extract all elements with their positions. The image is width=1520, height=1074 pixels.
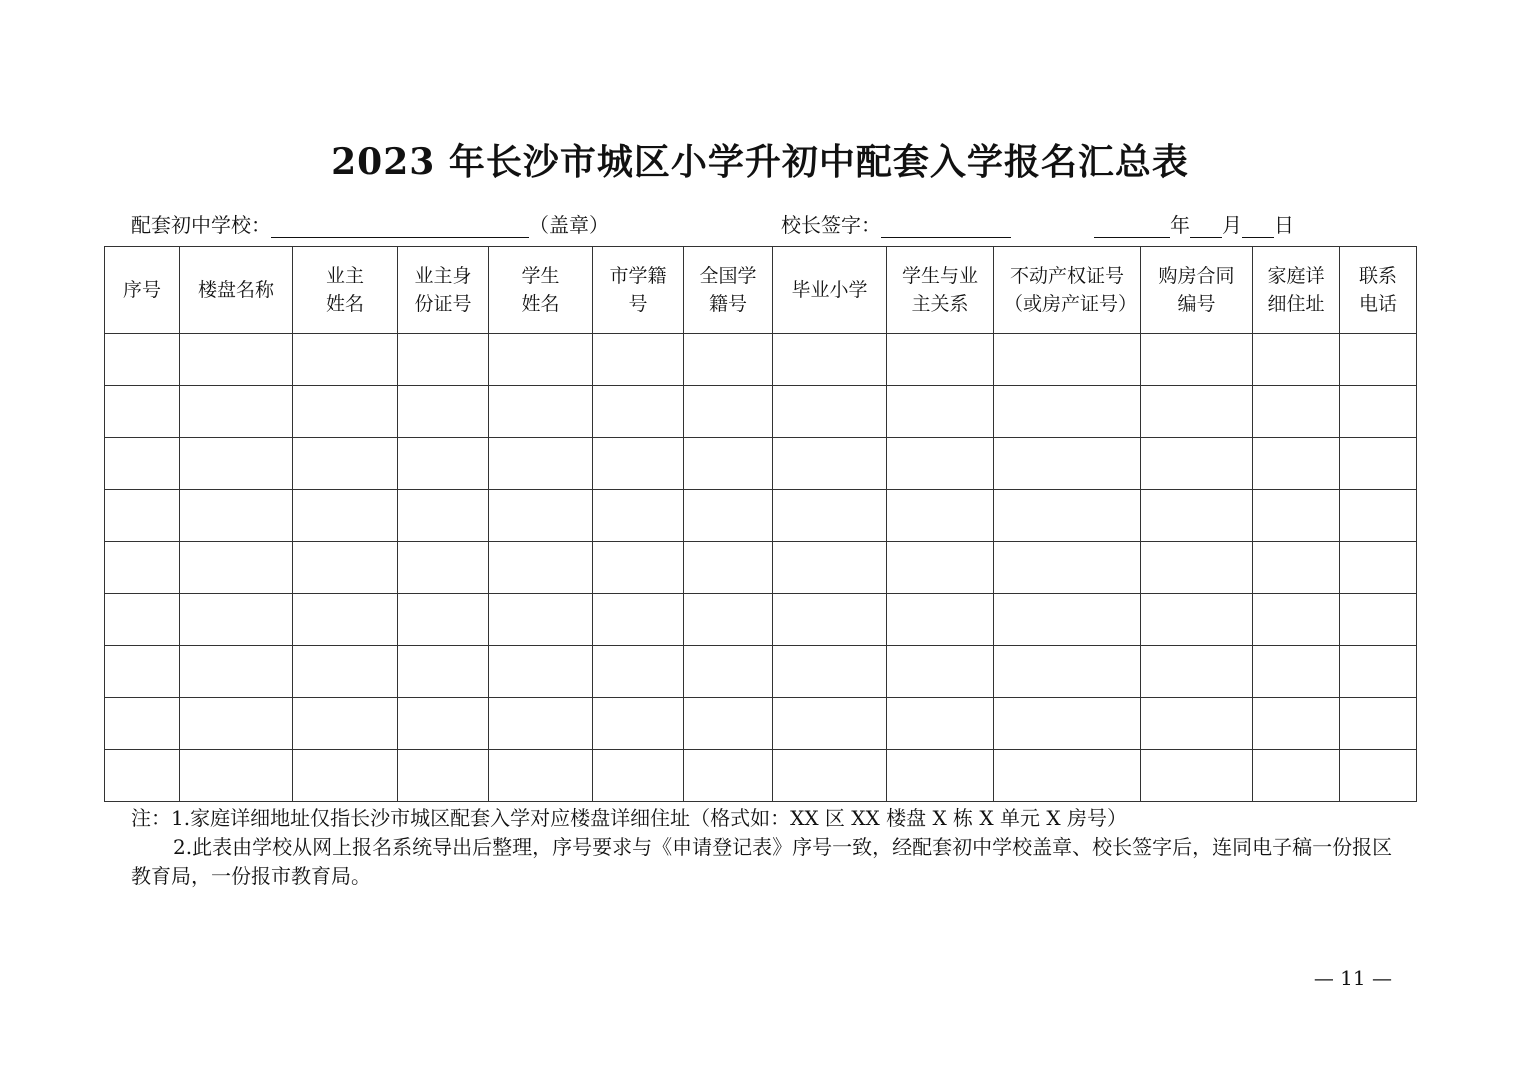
table-cell[interactable] [684, 646, 773, 698]
table-cell[interactable] [105, 334, 180, 386]
table-cell[interactable] [293, 542, 398, 594]
day-field[interactable] [1242, 215, 1274, 238]
note-2: 2.此表由学校从网上报名系统导出后整理，序号要求与《申请登记表》序号一致，经配套初中学校盖章、校长签字后，连同电子稿一份报区教育局，一份报市教育局。 [131, 835, 1393, 888]
table-cell[interactable] [398, 386, 489, 438]
header-home-address: 家庭详细住址 [1253, 247, 1340, 334]
table-cell[interactable] [489, 438, 593, 490]
table-cell[interactable] [105, 542, 180, 594]
table-cell[interactable] [1141, 646, 1253, 698]
table-row [105, 750, 1417, 802]
table-cell[interactable] [105, 386, 180, 438]
table-cell[interactable] [293, 438, 398, 490]
table-row [105, 438, 1417, 490]
table-cell[interactable] [994, 438, 1141, 490]
table-cell[interactable] [773, 438, 887, 490]
table-cell[interactable] [887, 646, 994, 698]
table-cell[interactable] [593, 490, 684, 542]
header-serial-number: 序号 [105, 247, 180, 334]
table-cell[interactable] [489, 542, 593, 594]
table-cell[interactable] [180, 594, 293, 646]
table-cell[interactable] [1253, 542, 1340, 594]
table-cell[interactable] [180, 334, 293, 386]
table-cell[interactable] [1340, 438, 1417, 490]
table-cell[interactable] [293, 750, 398, 802]
table-cell[interactable] [180, 646, 293, 698]
registration-summary-table [104, 246, 1417, 802]
table-cell[interactable] [887, 542, 994, 594]
header-owner-name: 业主姓名 [293, 247, 398, 334]
table-cell[interactable] [398, 490, 489, 542]
table-cell[interactable] [1141, 698, 1253, 750]
table-cell[interactable] [1141, 542, 1253, 594]
table-cell[interactable] [489, 646, 593, 698]
table-cell[interactable] [105, 490, 180, 542]
header-contact-phone: 联系电话 [1340, 247, 1417, 334]
table-cell[interactable] [1253, 750, 1340, 802]
table-cell[interactable] [887, 490, 994, 542]
table-cell[interactable] [887, 386, 994, 438]
note-1: 注：1.家庭详细地址仅指长沙市城区配套入学对应楼盘详细住址（格式如：XX 区 XX 楼盘 X 栋 X 单元 X 房号） [131, 806, 1127, 830]
day-label: 日 [1274, 213, 1294, 237]
header-student-owner-relation: 学生与业主关系 [887, 247, 994, 334]
table-cell[interactable] [773, 750, 887, 802]
table-cell[interactable] [180, 698, 293, 750]
month-label: 月 [1222, 213, 1242, 237]
table-header-row [105, 247, 1417, 334]
table-cell[interactable] [398, 646, 489, 698]
table-cell[interactable] [398, 698, 489, 750]
table-cell[interactable] [593, 542, 684, 594]
table-cell[interactable] [887, 438, 994, 490]
table-row [105, 542, 1417, 594]
table-cell[interactable] [1253, 438, 1340, 490]
table-cell[interactable] [1141, 334, 1253, 386]
table-cell[interactable] [593, 334, 684, 386]
table-cell[interactable] [1141, 490, 1253, 542]
table-cell[interactable] [887, 750, 994, 802]
table-cell[interactable] [1340, 698, 1417, 750]
year-field[interactable] [1094, 215, 1170, 238]
table-cell[interactable] [1253, 334, 1340, 386]
table-cell[interactable] [398, 594, 489, 646]
table-cell[interactable] [1253, 698, 1340, 750]
table-cell[interactable] [489, 386, 593, 438]
table-cell[interactable] [293, 646, 398, 698]
table-cell[interactable] [593, 646, 684, 698]
table-cell[interactable] [489, 490, 593, 542]
table-cell[interactable] [1141, 386, 1253, 438]
table-cell[interactable] [1340, 386, 1417, 438]
table-cell[interactable] [398, 750, 489, 802]
table-cell[interactable] [293, 386, 398, 438]
table-cell[interactable] [684, 438, 773, 490]
table-cell[interactable] [1141, 438, 1253, 490]
table-cell[interactable] [1340, 594, 1417, 646]
header-property-name: 楼盘名称 [180, 247, 293, 334]
table-cell[interactable] [398, 334, 489, 386]
table-cell[interactable] [1141, 594, 1253, 646]
table-cell[interactable] [489, 334, 593, 386]
table-cell[interactable] [994, 646, 1141, 698]
table-cell[interactable] [489, 594, 593, 646]
table-cell[interactable] [180, 490, 293, 542]
table-cell[interactable] [593, 386, 684, 438]
table-row [105, 698, 1417, 750]
table-cell[interactable] [994, 386, 1141, 438]
school-name-field[interactable] [271, 215, 529, 238]
table-cell[interactable] [1340, 646, 1417, 698]
header-purchase-contract-number: 购房合同编号 [1141, 247, 1253, 334]
year-label: 年 [1170, 213, 1190, 237]
table-cell[interactable] [887, 698, 994, 750]
notes-section [131, 804, 1401, 891]
table-cell[interactable] [773, 334, 887, 386]
table-cell[interactable] [489, 698, 593, 750]
table-cell[interactable] [593, 750, 684, 802]
table-cell[interactable] [773, 542, 887, 594]
table-cell[interactable] [293, 334, 398, 386]
table-cell[interactable] [994, 542, 1141, 594]
table-cell[interactable] [105, 698, 180, 750]
table-cell[interactable] [994, 750, 1141, 802]
table-cell[interactable] [684, 698, 773, 750]
table-cell[interactable] [773, 386, 887, 438]
table-cell[interactable] [398, 438, 489, 490]
table-cell[interactable] [1340, 334, 1417, 386]
header-property-certificate-number: 不动产权证号（或房产证号） [994, 247, 1141, 334]
table-cell[interactable] [105, 594, 180, 646]
table-row [105, 386, 1417, 438]
table-cell[interactable] [887, 594, 994, 646]
table-cell[interactable] [293, 698, 398, 750]
table-cell[interactable] [180, 750, 293, 802]
school-info-line [131, 208, 609, 238]
table-cell[interactable] [489, 750, 593, 802]
table-cell[interactable] [684, 490, 773, 542]
principal-label: 校长签字： [781, 213, 881, 237]
table-cell[interactable] [684, 334, 773, 386]
table-cell[interactable] [773, 646, 887, 698]
table-cell[interactable] [293, 594, 398, 646]
table-cell[interactable] [994, 698, 1141, 750]
header-city-student-number: 市学籍号 [593, 247, 684, 334]
table-cell[interactable] [593, 594, 684, 646]
principal-signature-line [781, 208, 1011, 238]
table-cell[interactable] [994, 594, 1141, 646]
table-cell[interactable] [994, 334, 1141, 386]
table-row [105, 490, 1417, 542]
table-cell[interactable] [1141, 750, 1253, 802]
month-field[interactable] [1190, 215, 1222, 238]
table-cell[interactable] [1340, 542, 1417, 594]
table-body [105, 334, 1417, 802]
table-row [105, 334, 1417, 386]
table-cell[interactable] [105, 750, 180, 802]
table-cell[interactable] [994, 490, 1141, 542]
table-cell[interactable] [684, 594, 773, 646]
table-cell[interactable] [180, 438, 293, 490]
table-cell[interactable] [1340, 490, 1417, 542]
table-cell[interactable] [773, 490, 887, 542]
table-cell[interactable] [593, 438, 684, 490]
table-cell[interactable] [1253, 490, 1340, 542]
table-cell[interactable] [293, 490, 398, 542]
table-cell[interactable] [105, 438, 180, 490]
header-student-name: 学生姓名 [489, 247, 593, 334]
table-cell[interactable] [1340, 750, 1417, 802]
table-cell[interactable] [684, 386, 773, 438]
table-cell[interactable] [773, 698, 887, 750]
principal-signature-field[interactable] [881, 215, 1011, 238]
table-cell[interactable] [1253, 594, 1340, 646]
header-national-student-number: 全国学籍号 [684, 247, 773, 334]
table-cell[interactable] [180, 542, 293, 594]
table-cell[interactable] [684, 542, 773, 594]
header-owner-id-number: 业主身份证号 [398, 247, 489, 334]
school-label: 配套初中学校： [131, 213, 271, 237]
table-cell[interactable] [887, 334, 994, 386]
table-cell[interactable] [398, 542, 489, 594]
page-number: — 11 — [1313, 966, 1392, 990]
date-line [1094, 208, 1294, 238]
table-row [105, 646, 1417, 698]
table-cell[interactable] [1253, 646, 1340, 698]
table-cell[interactable] [593, 698, 684, 750]
table-cell[interactable] [180, 386, 293, 438]
table-cell[interactable] [105, 646, 180, 698]
table-row [105, 594, 1417, 646]
header-graduating-primary-school: 毕业小学 [773, 247, 887, 334]
table-cell[interactable] [684, 750, 773, 802]
page-title: 2023 年长沙市城区小学升初中配套入学报名汇总表 [331, 141, 1189, 183]
stamp-label: （盖章） [529, 213, 609, 237]
table-cell[interactable] [1253, 386, 1340, 438]
table-cell[interactable] [773, 594, 887, 646]
